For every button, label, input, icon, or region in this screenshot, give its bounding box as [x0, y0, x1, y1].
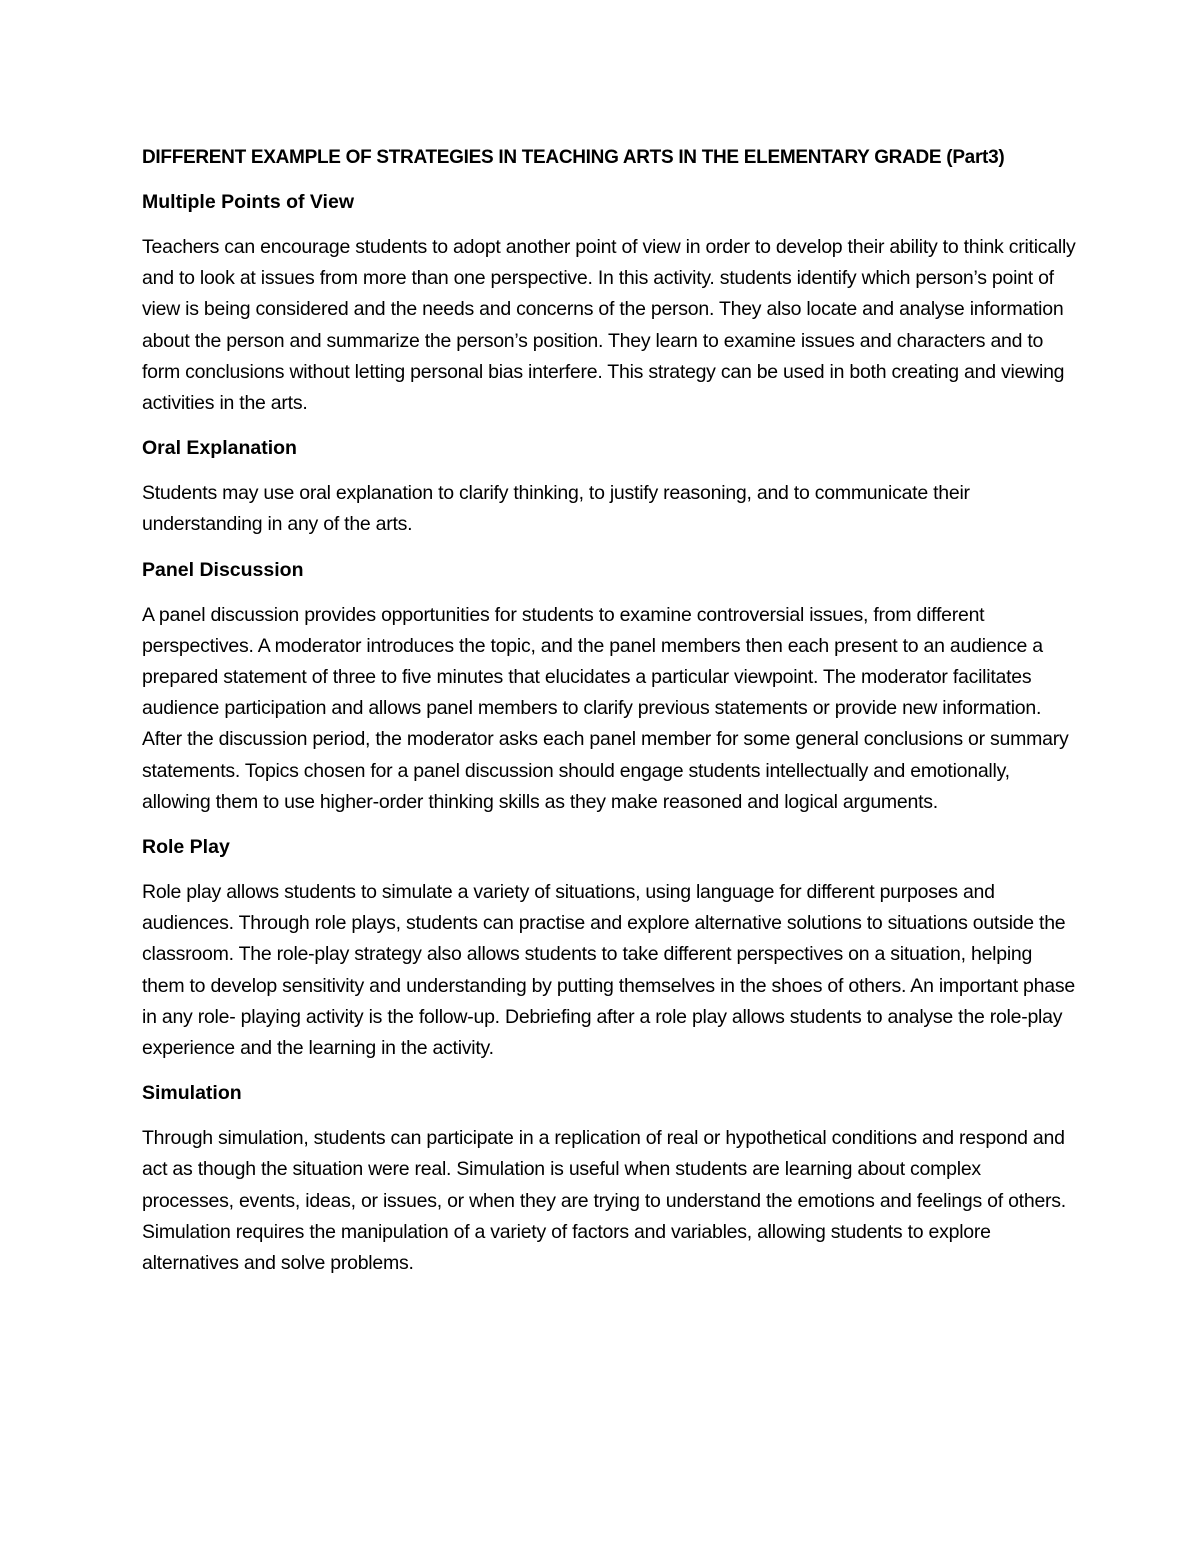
- document-title: DIFFERENT EXAMPLE OF STRATEGIES IN TEACHING ARTS IN THE ELEMENTARY GRADE (Part3): [142, 147, 1005, 168]
- section-multiple-points-of-view: [142, 187, 1077, 419]
- section-paragraph: A panel discussion provides opportunities for students to examine controversial issues, from different perspectives. A moderator introduces the topic, and the panel members then each present to an audience a prepared statement of three to five minutes that elucidates a particular viewpoint. The moderator facilitates audience participation and allows panel members to clarify previous statements or provide new information. After the discussion period, the moderator asks each panel member for some general conclusions or summary statements. Topics chosen for a panel discussion should engage students intellectually and emotionally, allowing them to use higher-order thinking skills as they make reasoned and logical arguments.: [142, 603, 1069, 813]
- section-heading: Oral Explanation: [142, 437, 297, 460]
- section-paragraph: Role play allows students to simulate a variety of situations, using language for different purposes and audiences. Through role plays, students can practise and explore alternative solutions to situations outside the classroom. The role-play strategy also allows students to take different perspectives on a situation, helping them to develop sensitivity and understanding by putting themselves in the shoes of others. An important phase in any role- playing activity is the follow-up. Debriefing after a role play allows students to analyse the role-play experience and the learning in the activity.: [142, 881, 1075, 1060]
- section-oral-explanation: [142, 433, 1077, 540]
- section-heading: Role Play: [142, 836, 230, 859]
- section-panel-discussion: [142, 555, 1077, 818]
- section-simulation: [142, 1078, 1077, 1279]
- section-paragraph: Students may use oral explanation to clarify thinking, to justify reasoning, and to communicate their understanding in any of the arts.: [142, 482, 970, 536]
- section-heading: Panel Discussion: [142, 558, 304, 581]
- section-role-play: [142, 832, 1077, 1064]
- document-content: [142, 142, 1077, 1293]
- section-paragraph: Teachers can encourage students to adopt another point of view in order to develop their ability to think critically and to look at issues from more than one perspective. In this activity. students identify which person’s point of view is being considered and the needs and concerns of the person. They also locate and analyse information about the person and summarize the person’s position. They learn to examine issues and characters and to form conclusions without letting personal bias interfere. This strategy can be used in both creating and viewing activities in the arts.: [142, 236, 1076, 415]
- section-paragraph: Through simulation, students can participate in a replication of real or hypothetical conditions and respond and act as though the situation were real. Simulation is useful when students are learning about complex processes, events, ideas, or issues, or when they are trying to understand the emotions and feelings of others. Simulation requires the manipulation of a variety of factors and variables, allowing students to explore alternatives and solve problems.: [142, 1127, 1066, 1275]
- section-heading: Simulation: [142, 1082, 242, 1105]
- section-heading: Multiple Points of View: [142, 191, 354, 213]
